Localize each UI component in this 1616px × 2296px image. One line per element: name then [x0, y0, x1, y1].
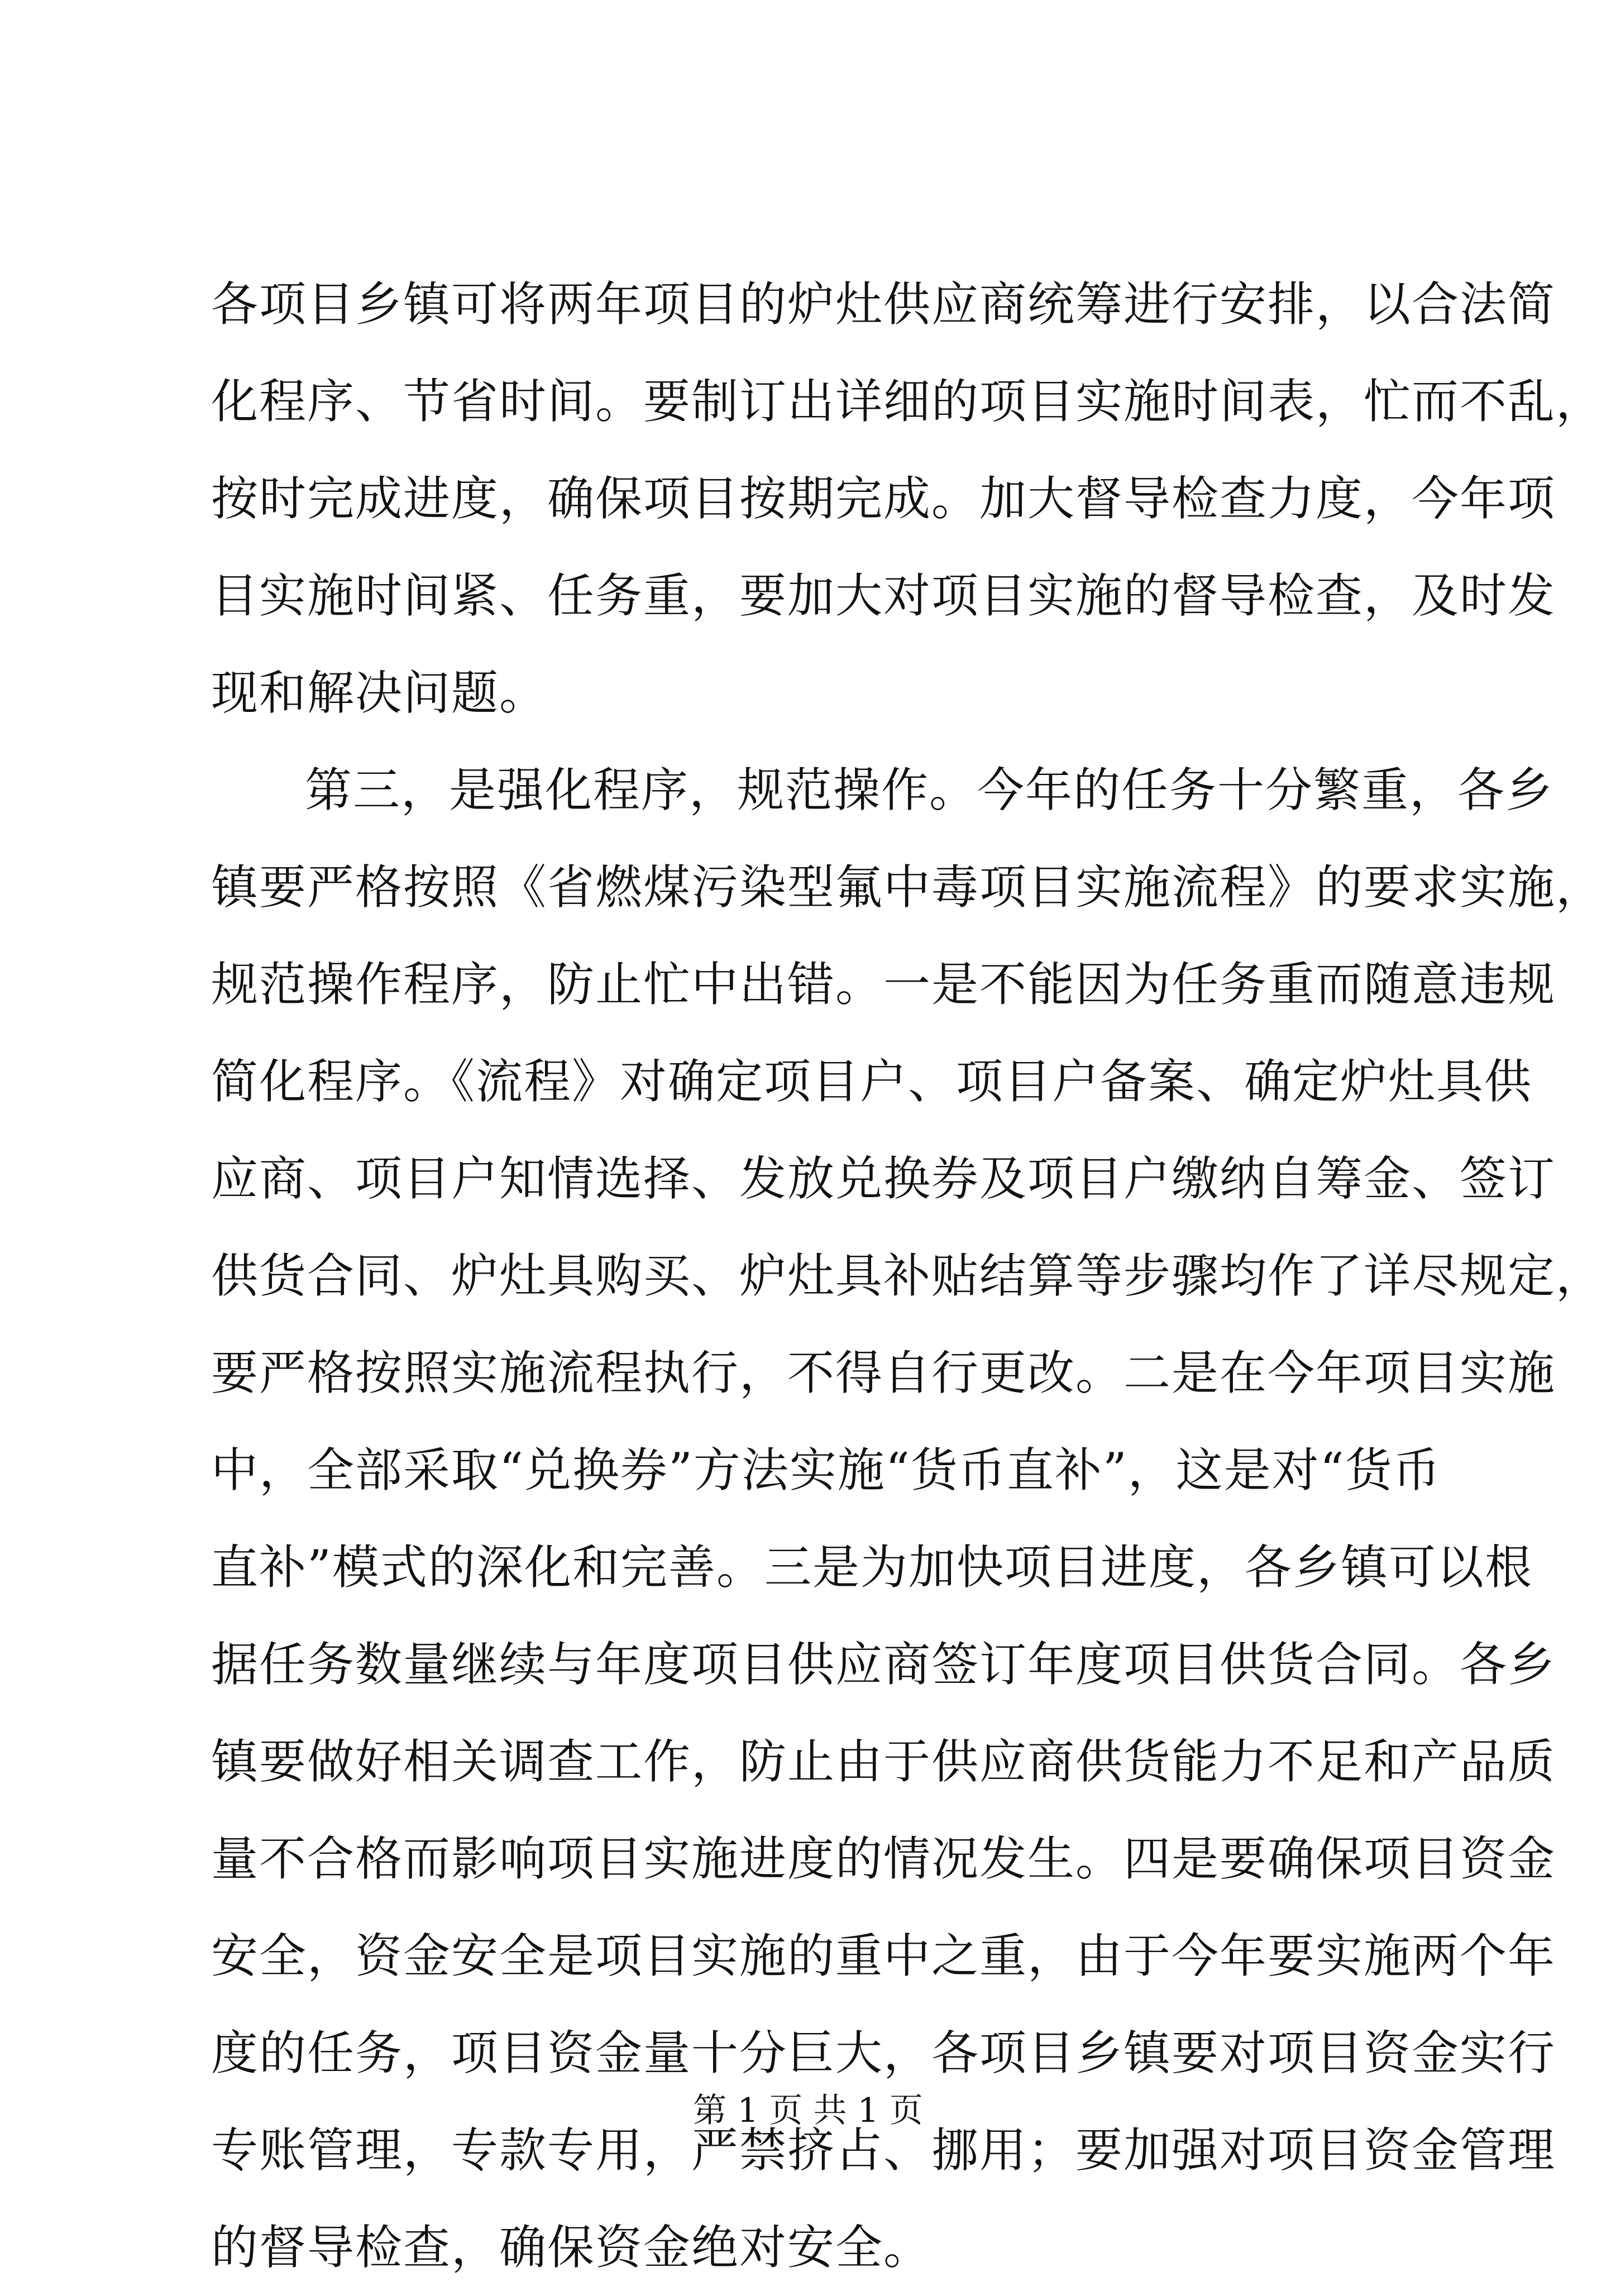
page-footer: [0, 2088, 1616, 2133]
text-line: 度的任务，项目资金量十分巨大，各项目乡镇要对项目资金实行: [211, 2026, 1556, 2080]
text-line: 镇要严格按照《省燃煤污染型氟中毒项目实施流程》的要求实施，: [211, 860, 1604, 915]
text-line: 镇要做好相关调查工作，防止由于供应商供货能力不足和产品质: [211, 1734, 1556, 1789]
text-line: 规范操作程序，防止忙中出错。一是不能因为任务重而随意违规: [211, 957, 1556, 1012]
text-line: 中，全部采取“兑换券”方法实施“货币直补”，这是对“货币: [211, 1443, 1441, 1498]
text-line: 据任务数量继续与年度项目供应商签订年度项目供货合同。各乡: [211, 1637, 1556, 1692]
text-line: 按时完成进度，确保项目按期完成。加大督导检查力度，今年项: [211, 471, 1556, 526]
paragraph-2: [211, 742, 1604, 2296]
text-line: 应商、项目户知情选择、发放兑换券及项目户缴纳自筹金、签订: [211, 1151, 1556, 1206]
text-line: 目实施时间紧、任务重，要加大对项目实施的督导检查，及时发: [211, 568, 1556, 623]
paragraph-1: [211, 256, 1604, 742]
text-line: 专账管理，专款专用，严禁挤占、挪用；要加强对项目资金管理: [211, 2123, 1556, 2178]
text-line: 各项目乡镇可将两年项目的炉灶供应商统筹进行安排，以合法简: [211, 277, 1556, 332]
text-line: 现和解决问题。: [211, 666, 548, 720]
text-line: 化程序、节省时间。要制订出详细的项目实施时间表，忙而不乱，: [211, 374, 1604, 429]
document-body: [211, 256, 1604, 2296]
text-line: 供货合同、炉灶具购买、炉灶具补贴结算等步骤均作了详尽规定，: [211, 1249, 1604, 1303]
text-line: 第三，是强化程序，规范操作。今年的任务十分繁重，各乡: [305, 763, 1554, 817]
text-line: 要严格按照实施流程执行，不得自行更改。二是在今年项目实施: [211, 1346, 1556, 1400]
page-number: 第 1 页 共 1 页: [693, 2091, 923, 2130]
text-line: 安全，资金安全是项目实施的重中之重，由于今年要实施两个年: [211, 1929, 1556, 1983]
text-line: 的督导检查，确保资金绝对安全。: [211, 2220, 932, 2275]
text-line: 简化程序。《流程》对确定项目户、项目户备案、确定炉灶具供: [211, 1054, 1533, 1109]
text-line: 直补”模式的深化和完善。三是为加快项目进度，各乡镇可以根: [211, 1540, 1533, 1595]
text-line: 量不合格而影响项目实施进度的情况发生。四是要确保项目资金: [211, 1831, 1556, 1886]
